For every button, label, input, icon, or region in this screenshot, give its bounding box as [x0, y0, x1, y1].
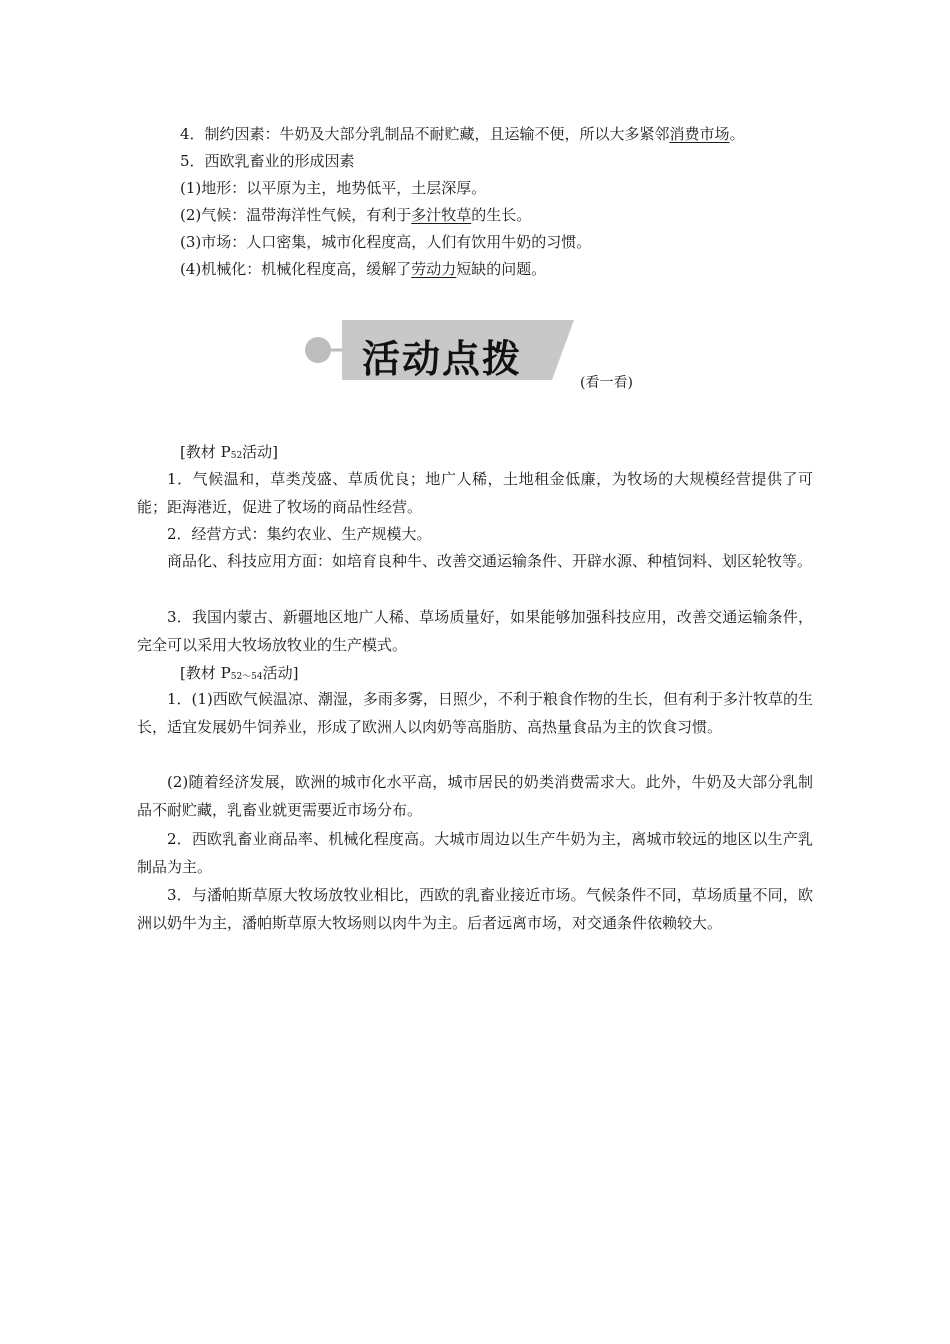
- page-subscript: 52～54: [230, 672, 263, 682]
- text: [教材 P: [180, 443, 231, 461]
- text: 的生长。: [471, 206, 532, 224]
- banner-subtitle: (看一看): [580, 375, 633, 391]
- text: (4)机械化：机械化程度高，缓解了: [180, 260, 412, 278]
- factor-terrain: (1)地形：以平原为主，地势低平，土层深厚。: [180, 179, 487, 197]
- text: 活动]: [262, 664, 299, 682]
- underlined-term: 劳动力: [411, 260, 457, 278]
- section1-paragraph-4: 3．我国内蒙古、新疆地区地广人稀、草场质量好，如果能够加强科技应用，改善交通运输条件，完全可以采用大牧场放牧业的生产模式。: [137, 608, 813, 654]
- textbook-reference-1: [180, 442, 278, 466]
- section1-paragraph-3: 商品化、科技应用方面：如培育良种牛、改善交通运输条件、开辟水源、种植饲料、划区轮牧等。: [167, 552, 813, 570]
- text: 。: [729, 125, 745, 143]
- text: (2)气候：温带海洋性气候，有利于: [180, 206, 412, 224]
- textbook-reference-2: [180, 663, 298, 687]
- factor-market: (3)市场：人口密集，城市化程度高，人们有饮用牛奶的习惯。: [180, 233, 592, 251]
- page-subscript: 52: [230, 451, 243, 461]
- section2-paragraph-3: 2．西欧乳畜业商品率、机械化程度高。大城市周边以生产牛奶为主，离城市较远的地区以生产乳制品为主。: [137, 830, 813, 876]
- section-banner: [300, 316, 633, 396]
- text: 活动]: [242, 443, 279, 461]
- text: 4．制约因素：牛奶及大部分乳制品不耐贮藏，且运输不便，所以大多紧邻: [180, 125, 670, 143]
- banner-title: 活动点拨: [362, 337, 523, 381]
- underlined-term: 消费市场: [669, 125, 730, 143]
- factor-climate: [180, 205, 531, 225]
- section2-paragraph-2: (2)随着经济发展，欧洲的城市化水平高，城市居民的奶类消费需求大。此外，牛奶及大部分乳制品不耐贮藏，乳畜业就更需要近市场分布。: [137, 773, 813, 819]
- text: 短缺的问题。: [456, 260, 547, 278]
- section1-paragraph-2: 2．经营方式：集约农业、生产规模大。: [167, 525, 432, 543]
- underlined-term: 多汁牧草: [411, 206, 472, 224]
- item-5-heading: 5．西欧乳畜业的形成因素: [180, 152, 355, 170]
- factor-mechanization: [180, 259, 546, 279]
- section1-paragraph-1: 1．气候温和，草类茂盛、草质优良；地广人稀，土地租金低廉，为牧场的大规模经营提供了可能；距海港近，促进了牧场的商品性经营。: [137, 470, 813, 516]
- text: [教材 P: [180, 664, 231, 682]
- section2-paragraph-4: 3．与潘帕斯草原大牧场放牧业相比，西欧的乳畜业接近市场。气候条件不同，草场质量不同，欧洲以奶牛为主，潘帕斯草原大牧场则以肉牛为主。后者远离市场，对交通条件依赖较大。: [137, 886, 813, 932]
- item-4-constraint: [180, 124, 745, 144]
- section2-paragraph-1: 1．(1)西欧气候温凉、潮湿，多雨多雾，日照少，不利于粮食作物的生长，但有利于多汁牧草的生长，适宜发展奶牛饲养业，形成了欧洲人以肉奶等高脂肪、高热量食品为主的饮食习惯。: [137, 690, 813, 736]
- banner-dot-icon: [305, 337, 331, 363]
